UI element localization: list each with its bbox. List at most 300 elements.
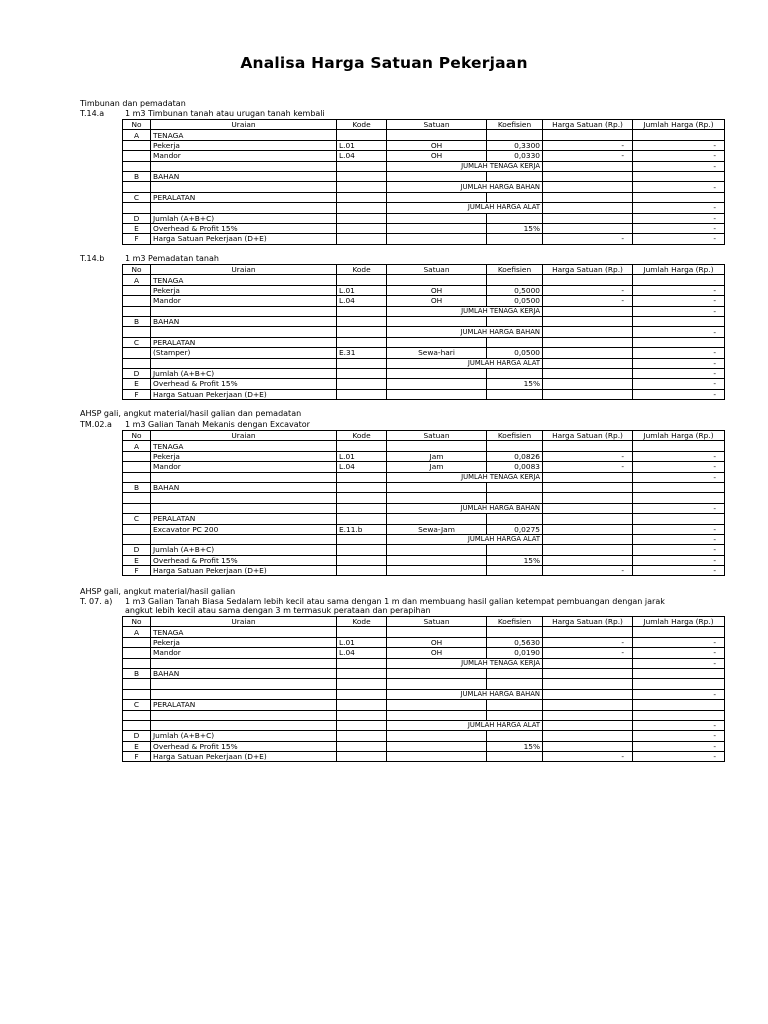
table-cell xyxy=(543,130,633,140)
table-row xyxy=(123,700,725,710)
table-cell xyxy=(543,358,633,368)
table-cell xyxy=(151,679,337,689)
table-cell xyxy=(633,710,725,720)
table-cell: - xyxy=(633,503,725,513)
table-cell xyxy=(487,337,543,347)
table-row xyxy=(123,741,725,751)
column-header: Koefisien xyxy=(487,120,543,130)
table-cell: A xyxy=(123,441,151,451)
table-cell xyxy=(543,482,633,492)
table-cell xyxy=(543,306,633,316)
table-cell: JUMLAH HARGA ALAT xyxy=(387,720,543,730)
table-cell xyxy=(487,130,543,140)
table-cell: A xyxy=(123,130,151,140)
table-cell xyxy=(543,348,633,358)
table-cell xyxy=(487,679,543,689)
table-cell xyxy=(337,658,387,668)
table-cell xyxy=(633,493,725,503)
table-cell xyxy=(387,741,487,751)
table-cell xyxy=(543,389,633,399)
table-cell xyxy=(387,379,487,389)
table-cell: Mandor xyxy=(151,151,337,161)
table-cell xyxy=(487,566,543,576)
table-row xyxy=(123,234,725,244)
table-cell: - xyxy=(633,348,725,358)
table-cell xyxy=(337,731,387,741)
table-cell xyxy=(337,493,387,503)
table-cell: A xyxy=(123,627,151,637)
table-row xyxy=(123,140,725,150)
table-cell: Overhead & Profit 15% xyxy=(151,379,337,389)
table-cell: Jumlah (A+B+C) xyxy=(151,213,337,223)
table-cell xyxy=(387,514,487,524)
table-cell xyxy=(543,223,633,233)
table-cell xyxy=(543,700,633,710)
table-cell xyxy=(337,679,387,689)
table-cell xyxy=(337,710,387,720)
table-row xyxy=(123,337,725,347)
table-cell xyxy=(487,493,543,503)
table-header-row xyxy=(123,265,725,275)
table-cell xyxy=(487,234,543,244)
table-cell: JUMLAH HARGA ALAT xyxy=(387,534,543,544)
table-cell xyxy=(543,627,633,637)
table-cell xyxy=(387,316,487,326)
table-cell xyxy=(337,223,387,233)
table-cell xyxy=(337,534,387,544)
table-cell: Jam xyxy=(387,462,487,472)
column-header: Kode xyxy=(337,431,387,441)
table-cell xyxy=(123,140,151,150)
table-cell xyxy=(387,627,487,637)
table-cell: L.04 xyxy=(337,296,387,306)
table-cell xyxy=(387,668,487,678)
table-cell: - xyxy=(633,472,725,482)
table-cell: - xyxy=(633,368,725,378)
table-cell xyxy=(487,710,543,720)
table-cell xyxy=(123,203,151,213)
table-cell xyxy=(151,161,337,171)
table-cell xyxy=(543,731,633,741)
table-cell: E.11.b xyxy=(337,524,387,534)
table-row xyxy=(123,296,725,306)
table-cell xyxy=(633,482,725,492)
table-cell xyxy=(337,213,387,223)
table-row xyxy=(123,472,725,482)
table-cell xyxy=(337,358,387,368)
table-cell xyxy=(337,368,387,378)
table-cell: - xyxy=(633,285,725,295)
table-cell xyxy=(487,441,543,451)
table-row xyxy=(123,368,725,378)
table-cell: - xyxy=(633,451,725,461)
table-cell xyxy=(151,658,337,668)
table-cell: E xyxy=(123,741,151,751)
table-cell xyxy=(337,379,387,389)
column-header: Koefisien xyxy=(487,617,543,627)
page-title: Analisa Harga Satuan Pekerjaan xyxy=(240,54,528,72)
column-header: No xyxy=(123,265,151,275)
table-cell: B xyxy=(123,668,151,678)
table-header-row xyxy=(123,431,725,441)
table-cell xyxy=(337,700,387,710)
table-cell: - xyxy=(543,566,633,576)
table-row xyxy=(123,327,725,337)
table-cell xyxy=(543,327,633,337)
table-cell: - xyxy=(633,648,725,658)
table-cell xyxy=(543,503,633,513)
table-cell xyxy=(123,182,151,192)
table-cell: OH xyxy=(387,140,487,150)
table-cell xyxy=(337,668,387,678)
table-cell xyxy=(487,482,543,492)
table-cell: D xyxy=(123,213,151,223)
table-cell xyxy=(337,689,387,699)
table-cell: - xyxy=(633,234,725,244)
table-cell xyxy=(151,720,337,730)
table-cell: 0,0083 xyxy=(487,462,543,472)
table-cell: - xyxy=(633,658,725,668)
table-cell xyxy=(543,534,633,544)
table-cell: B xyxy=(123,482,151,492)
table-cell: JUMLAH HARGA BAHAN xyxy=(387,182,543,192)
table-cell xyxy=(123,151,151,161)
table-row xyxy=(123,213,725,223)
table-cell: Harga Satuan Pekerjaan (D+E) xyxy=(151,566,337,576)
table-cell: - xyxy=(543,296,633,306)
table-cell: JUMLAH HARGA BAHAN xyxy=(387,503,543,513)
table-cell: Pekerja xyxy=(151,285,337,295)
table-cell: Jam xyxy=(387,451,487,461)
table-cell: Jumlah (A+B+C) xyxy=(151,545,337,555)
table-row xyxy=(123,389,725,399)
table-cell: 15% xyxy=(487,741,543,751)
table-cell xyxy=(151,306,337,316)
table-row xyxy=(123,482,725,492)
column-header: Jumlah Harga (Rp.) xyxy=(633,431,725,441)
table-cell xyxy=(151,710,337,720)
table-cell: - xyxy=(633,752,725,762)
table-cell: - xyxy=(633,637,725,647)
column-header: Satuan xyxy=(387,431,487,441)
analysis-table xyxy=(122,119,725,245)
table-cell xyxy=(543,720,633,730)
table-cell xyxy=(543,192,633,202)
table-cell xyxy=(151,358,337,368)
table-row xyxy=(123,648,725,658)
table-cell xyxy=(123,679,151,689)
table-row xyxy=(123,192,725,202)
table-cell: BAHAN xyxy=(151,316,337,326)
section-code: T. 07. a) xyxy=(80,597,113,606)
table-cell: BAHAN xyxy=(151,668,337,678)
column-header: Harga Satuan (Rp.) xyxy=(543,617,633,627)
table-cell: Pekerja xyxy=(151,637,337,647)
table-cell xyxy=(123,285,151,295)
table-cell: F xyxy=(123,566,151,576)
table-cell: 0,0500 xyxy=(487,348,543,358)
table-cell: E.31 xyxy=(337,348,387,358)
table-cell xyxy=(151,472,337,482)
table-cell: F xyxy=(123,752,151,762)
table-cell: Harga Satuan Pekerjaan (D+E) xyxy=(151,752,337,762)
table-cell xyxy=(151,203,337,213)
column-header: Satuan xyxy=(387,617,487,627)
table-cell xyxy=(337,627,387,637)
table-cell xyxy=(123,534,151,544)
table-cell xyxy=(487,545,543,555)
table-cell: 0,0330 xyxy=(487,151,543,161)
column-header: Kode xyxy=(337,617,387,627)
table-cell xyxy=(337,545,387,555)
table-cell: TENAGA xyxy=(151,130,337,140)
table-cell xyxy=(387,441,487,451)
table-cell: F xyxy=(123,389,151,399)
table-cell xyxy=(487,752,543,762)
table-cell xyxy=(633,700,725,710)
column-header: Jumlah Harga (Rp.) xyxy=(633,265,725,275)
table-cell xyxy=(543,203,633,213)
table-cell: - xyxy=(543,462,633,472)
section-code: T.14.a xyxy=(80,109,105,118)
analysis-table xyxy=(122,430,725,576)
table-cell: - xyxy=(633,524,725,534)
table-cell xyxy=(633,668,725,678)
table-cell: JUMLAH HARGA BAHAN xyxy=(387,689,543,699)
column-header: Jumlah Harga (Rp.) xyxy=(633,617,725,627)
table-cell xyxy=(543,658,633,668)
table-cell xyxy=(123,658,151,668)
table-cell xyxy=(151,182,337,192)
table-cell: L.01 xyxy=(337,637,387,647)
column-header: Harga Satuan (Rp.) xyxy=(543,265,633,275)
table-cell xyxy=(543,379,633,389)
table-row xyxy=(123,720,725,730)
table-cell xyxy=(123,493,151,503)
column-header: Harga Satuan (Rp.) xyxy=(543,120,633,130)
table-cell xyxy=(543,171,633,181)
table-cell xyxy=(337,741,387,751)
table-cell: JUMLAH TENAGA KERJA xyxy=(387,658,543,668)
table-cell: TENAGA xyxy=(151,627,337,637)
table-cell xyxy=(487,368,543,378)
table-cell xyxy=(123,710,151,720)
table-cell: C xyxy=(123,337,151,347)
table-cell: Mandor xyxy=(151,462,337,472)
table-cell: - xyxy=(633,555,725,565)
table-cell xyxy=(337,441,387,451)
table-cell xyxy=(337,389,387,399)
analysis-table xyxy=(122,616,725,762)
table-row xyxy=(123,379,725,389)
table-cell: PERALATAN xyxy=(151,337,337,347)
table-cell: OH xyxy=(387,648,487,658)
table-cell: B xyxy=(123,171,151,181)
table-cell: PERALATAN xyxy=(151,192,337,202)
table-cell xyxy=(487,213,543,223)
table-cell xyxy=(543,316,633,326)
table-row xyxy=(123,710,725,720)
table-cell: - xyxy=(543,234,633,244)
table-row xyxy=(123,503,725,513)
table-cell xyxy=(487,668,543,678)
table-cell: L.04 xyxy=(337,648,387,658)
table-cell: E xyxy=(123,379,151,389)
table-cell: D xyxy=(123,731,151,741)
table-cell xyxy=(543,679,633,689)
table-cell: C xyxy=(123,700,151,710)
table-cell: PERALATAN xyxy=(151,700,337,710)
column-header: Kode xyxy=(337,265,387,275)
section-description: 1 m3 Pemadatan tanah xyxy=(125,254,219,263)
table-cell xyxy=(151,493,337,503)
analysis-table xyxy=(122,264,725,400)
table-cell xyxy=(387,731,487,741)
section-description: 1 m3 Timbunan tanah atau urugan tanah kembali xyxy=(125,109,325,118)
table-cell: - xyxy=(543,648,633,658)
table-cell: L.01 xyxy=(337,451,387,461)
table-cell: - xyxy=(633,720,725,730)
table-cell: 15% xyxy=(487,223,543,233)
table-cell xyxy=(337,171,387,181)
table-cell xyxy=(151,327,337,337)
table-cell xyxy=(543,545,633,555)
table-cell: - xyxy=(633,741,725,751)
table-cell xyxy=(387,679,487,689)
table-cell: - xyxy=(633,203,725,213)
section-code: TM.02.a xyxy=(80,420,112,429)
table-row xyxy=(123,555,725,565)
table-cell: Sewa-hari xyxy=(387,348,487,358)
table-header-row xyxy=(123,617,725,627)
table-cell: Harga Satuan Pekerjaan (D+E) xyxy=(151,234,337,244)
table-cell: TENAGA xyxy=(151,275,337,285)
table-cell: - xyxy=(543,752,633,762)
section-group-heading: Timbunan dan pemadatan xyxy=(80,99,186,108)
table-cell: - xyxy=(633,379,725,389)
table-cell xyxy=(543,514,633,524)
table-row xyxy=(123,182,725,192)
table-row xyxy=(123,306,725,316)
table-cell: - xyxy=(633,161,725,171)
table-cell xyxy=(543,741,633,751)
table-cell: C xyxy=(123,192,151,202)
table-cell xyxy=(123,296,151,306)
table-row xyxy=(123,566,725,576)
table-row xyxy=(123,668,725,678)
table-cell: Sewa-Jam xyxy=(387,524,487,534)
table-cell xyxy=(487,275,543,285)
table-cell xyxy=(123,161,151,171)
table-cell xyxy=(387,710,487,720)
column-header: Satuan xyxy=(387,265,487,275)
section-description: 1 m3 Galian Tanah Biasa Sedalam lebih kecil atau sama dengan 1 m dan membuang hasil galian ketempat pembuangan dengan jarak angkut lebih kecil atau sama dengan 3 m termasuk perataan dan perapihan xyxy=(125,597,665,615)
table-cell xyxy=(543,161,633,171)
column-header: No xyxy=(123,431,151,441)
table-cell xyxy=(337,161,387,171)
table-cell: - xyxy=(633,140,725,150)
table-cell xyxy=(337,182,387,192)
table-cell xyxy=(387,234,487,244)
table-cell: A xyxy=(123,275,151,285)
table-cell xyxy=(123,637,151,647)
table-cell: Excavator PC 200 xyxy=(151,524,337,534)
table-cell: L.01 xyxy=(337,285,387,295)
table-cell xyxy=(387,275,487,285)
table-header-row xyxy=(123,120,725,130)
section-group-heading: AHSP gali, angkut material/hasil galian dan pemadatan xyxy=(80,409,302,418)
table-cell xyxy=(387,482,487,492)
table-cell xyxy=(337,720,387,730)
table-row xyxy=(123,545,725,555)
table-cell xyxy=(387,337,487,347)
table-cell xyxy=(487,700,543,710)
table-cell xyxy=(337,316,387,326)
table-cell xyxy=(543,493,633,503)
table-cell xyxy=(123,689,151,699)
table-cell: 15% xyxy=(487,555,543,565)
table-cell: Jumlah (A+B+C) xyxy=(151,368,337,378)
table-cell xyxy=(543,668,633,678)
table-cell: 0,0275 xyxy=(487,524,543,534)
table-cell: BAHAN xyxy=(151,482,337,492)
column-header: Uraian xyxy=(151,617,337,627)
table-cell xyxy=(123,720,151,730)
table-cell xyxy=(633,679,725,689)
section-description: 1 m3 Galian Tanah Mekanis dengan Excavator xyxy=(125,420,310,429)
table-cell xyxy=(337,203,387,213)
table-cell xyxy=(543,368,633,378)
table-cell: 0,0500 xyxy=(487,296,543,306)
column-header: No xyxy=(123,617,151,627)
table-cell: - xyxy=(543,451,633,461)
table-cell: JUMLAH HARGA ALAT xyxy=(387,358,543,368)
table-cell xyxy=(337,514,387,524)
table-cell: - xyxy=(633,358,725,368)
table-cell xyxy=(151,689,337,699)
table-row xyxy=(123,627,725,637)
table-cell: F xyxy=(123,234,151,244)
table-cell: Harga Satuan Pekerjaan (D+E) xyxy=(151,389,337,399)
table-cell: Jumlah (A+B+C) xyxy=(151,731,337,741)
table-cell: - xyxy=(633,296,725,306)
table-cell xyxy=(123,503,151,513)
table-cell: - xyxy=(543,151,633,161)
table-cell xyxy=(633,337,725,347)
column-header: Uraian xyxy=(151,120,337,130)
column-header: Uraian xyxy=(151,431,337,441)
table-cell: - xyxy=(633,689,725,699)
table-row xyxy=(123,679,725,689)
table-cell: JUMLAH HARGA BAHAN xyxy=(387,327,543,337)
table-cell xyxy=(487,171,543,181)
table-cell xyxy=(387,389,487,399)
table-cell xyxy=(387,171,487,181)
table-cell: L.04 xyxy=(337,151,387,161)
table-cell: - xyxy=(633,462,725,472)
table-cell: Overhead & Profit 15% xyxy=(151,555,337,565)
table-row xyxy=(123,689,725,699)
table-cell: E xyxy=(123,223,151,233)
table-cell xyxy=(123,462,151,472)
table-cell xyxy=(487,389,543,399)
table-cell xyxy=(633,192,725,202)
table-cell xyxy=(337,472,387,482)
table-cell xyxy=(387,213,487,223)
table-cell xyxy=(387,700,487,710)
table-cell xyxy=(123,648,151,658)
table-cell xyxy=(337,130,387,140)
